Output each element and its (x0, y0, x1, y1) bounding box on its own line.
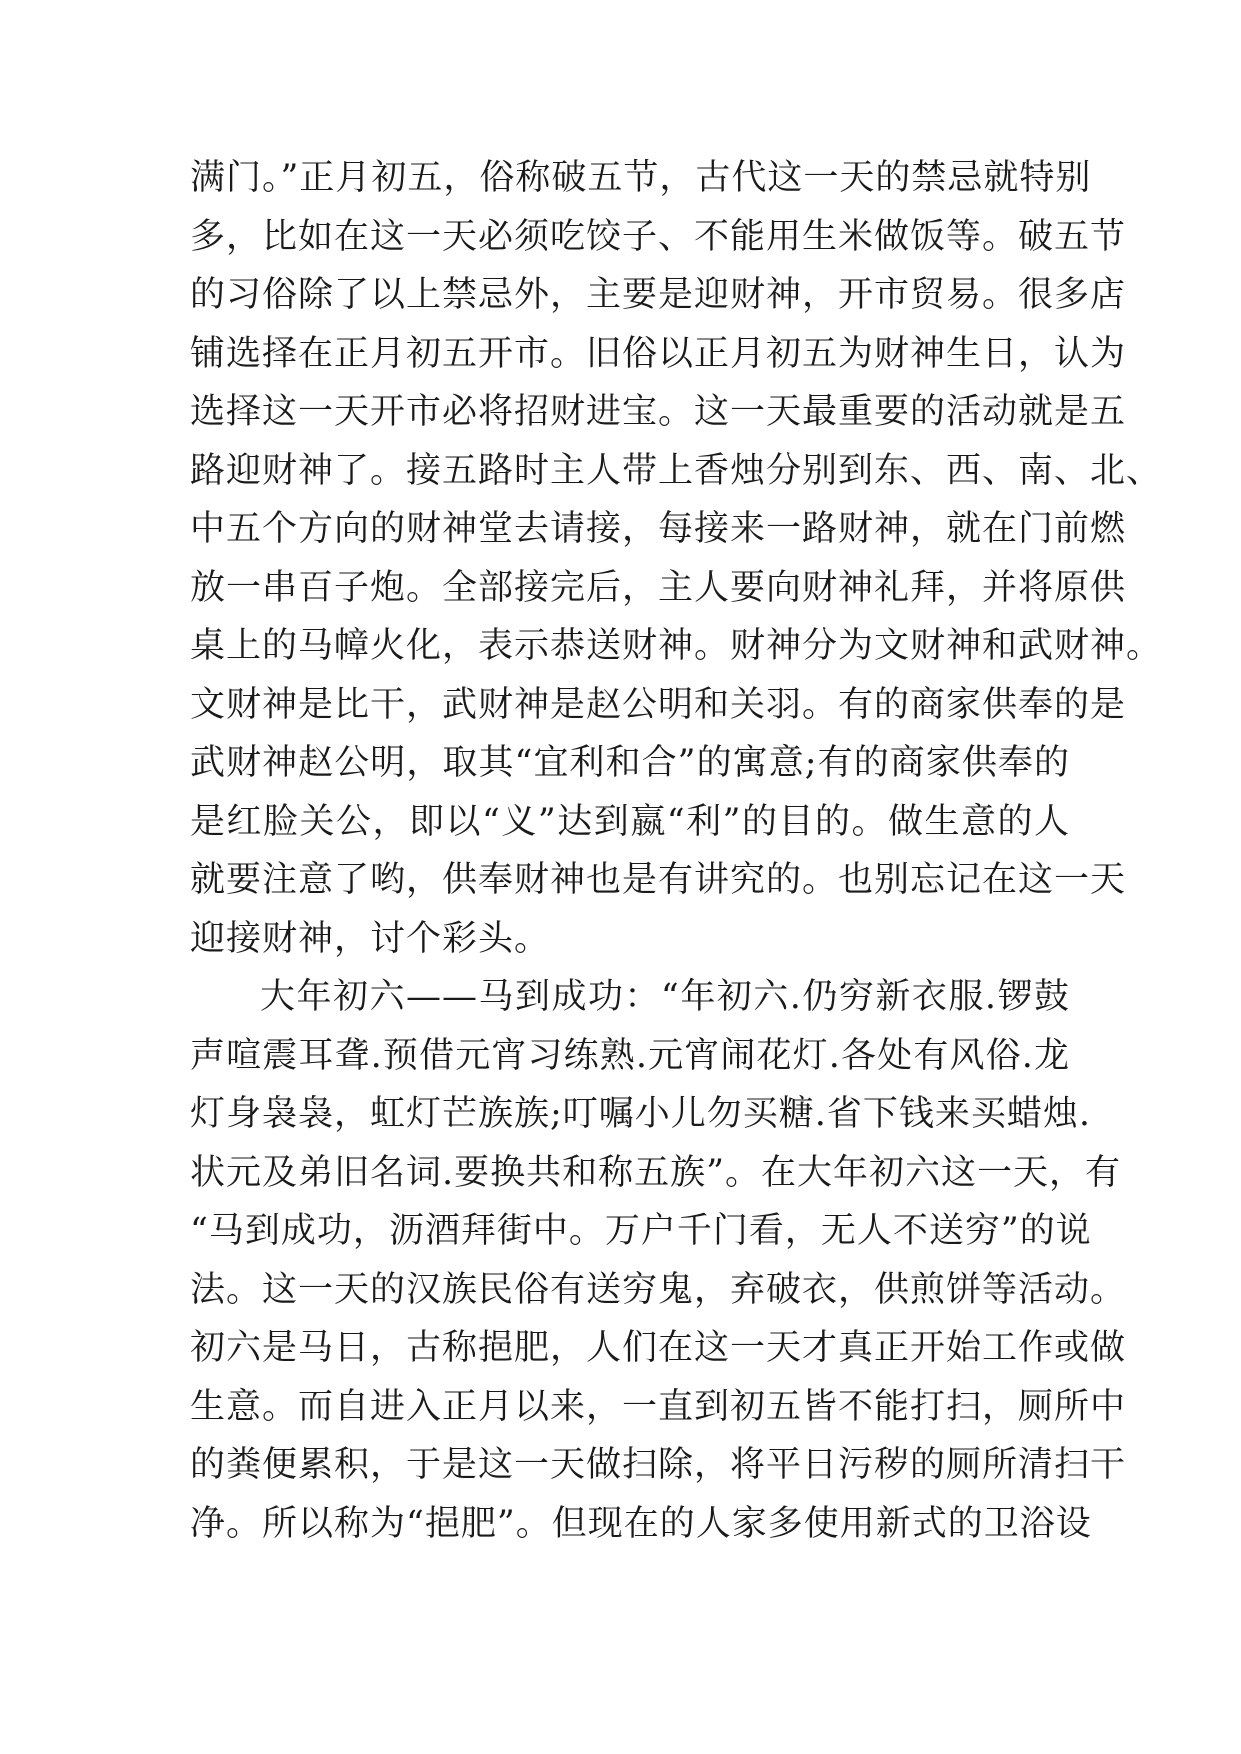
text-line: 武财神赵公明，取其“宜利和合”的寓意;有的商家供奉的 (190, 743, 1070, 783)
text-line: 桌上的马幛火化，表示恭送财神。财神分为文财神和武财神。 (190, 626, 1163, 666)
body-text (190, 158, 1163, 1562)
text-line: 声喧震耳聋.预借元宵习练熟.元宵闹花灯.各处有风俗.龙 (190, 1035, 1070, 1076)
text-line: 中五个方向的财神堂去请接，每接来一路财神，就在门前燃 (190, 509, 1127, 549)
text-line: 是红脸关公，即以“义”达到嬴“利”的目的。做生意的人 (190, 801, 1070, 842)
text-line: 法。这一天的汉族民俗有送穷鬼，弃破衣，供煎饼等活动。 (190, 1269, 1127, 1310)
text-line: 就要注意了哟，供奉财神也是有讲究的。也别忘记在这一天 (190, 860, 1127, 900)
text-line: 文财神是比干，武财神是赵公明和关羽。有的商家供奉的是 (190, 684, 1127, 725)
text-line: 迎接财神，讨个彩头。 (190, 918, 551, 959)
text-line: 状元及弟旧名词.要换共和称五族”。在大年初六这一天，有 (190, 1152, 1122, 1193)
text-line: 多，比如在这一天必须吃饺子、不能用生米做饭等。破五节 (190, 216, 1127, 257)
text-line: 的粪便累积，于是这一天做扫除，将平日污秽的厕所清扫干 (190, 1445, 1127, 1485)
paragraph-chuliu (190, 977, 1127, 1562)
text-line: “马到成功，沥酒拜街中。万户千门看，无人不送穷”的说 (190, 1211, 1092, 1251)
text-line: 初六是马日，古称挹肥，人们在这一天才真正开始工作或做 (190, 1328, 1127, 1368)
text-line: 选择这一天开市必将招财进宝。这一天最重要的活动就是五 (190, 392, 1127, 432)
text-line: 大年初六——马到成功：“年初六.仍穷新衣服.锣鼓 (260, 977, 1070, 1017)
text-line: 铺选择在正月初五开市。旧俗以正月初五为财神生日，认为 (190, 333, 1127, 374)
text-line: 满门。”正月初五，俗称破五节，古代这一天的禁忌就特别 (190, 158, 1092, 198)
text-line: 灯身袅袅，虹灯芒族族;叮嘱小儿勿买糖.省下钱来买蜡烛. (190, 1094, 1092, 1134)
text-line: 生意。而自进入正月以来，一直到初五皆不能打扫，厕所中 (190, 1386, 1127, 1427)
text-line: 放一串百子炮。全部接完后，主人要向财神礼拜，并将原供 (190, 567, 1127, 608)
paragraph-caiShen (190, 158, 1163, 977)
text-line: 路迎财神了。接五路时主人带上香烛分别到东、西、南、北、 (190, 450, 1163, 491)
text-line: 净。所以称为“挹肥”。但现在的人家多使用新式的卫浴设 (190, 1503, 1092, 1544)
text-line: 的习俗除了以上禁忌外，主要是迎财神，开市贸易。很多店 (190, 275, 1127, 315)
